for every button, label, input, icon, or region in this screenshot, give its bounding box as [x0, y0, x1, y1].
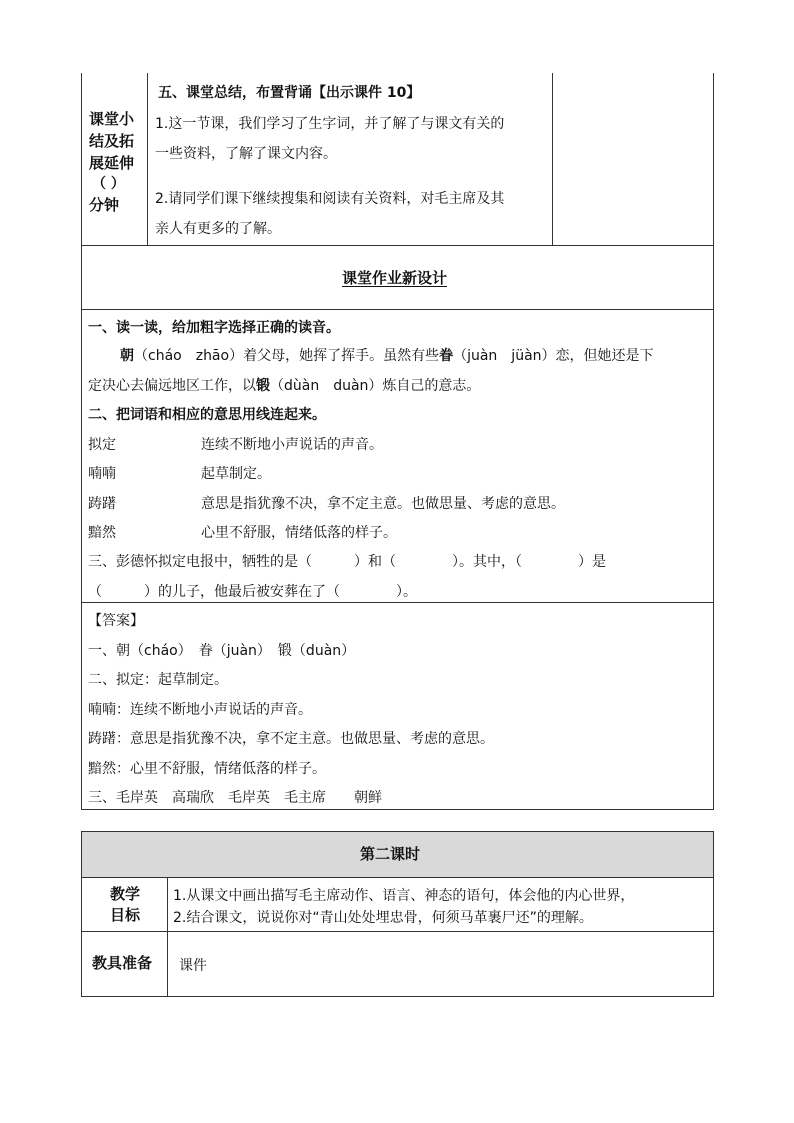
goal-label-line: 目标 [110, 906, 141, 924]
summary-paragraph-line: 2.请同学们课下继续搜集和阅读有关资料，对毛主席及其 [155, 191, 505, 207]
summary-label-line: 结及拓 [89, 132, 135, 150]
goal-line: 2.结合课文，说说你对“青山处处埋忠骨，何须马革裹尸还”的理解。 [173, 910, 593, 926]
question-2-title: 二、把词语和相应的意思用线连起来。 [88, 407, 326, 423]
answer-line: 三、毛岸英 高瑞欣 毛岸英 毛主席 朝鲜 [88, 790, 382, 806]
vocab-meaning: 意思是指犹豫不决，拿不定主意。也做思量、考虑的意思。 [201, 496, 565, 512]
summary-paragraph-line: 亲人有更多的了解。 [155, 221, 281, 237]
goal-label-line: 教学 [110, 885, 141, 903]
summary-paragraph-line: 一些资料，了解了课文内容。 [155, 146, 337, 162]
border [147, 73, 148, 245]
question-text: （cháo zhāo）着父母，她挥了挥手。虽然有些 [134, 348, 440, 364]
border [81, 877, 714, 878]
vocab-meaning: 起草制定。 [201, 466, 271, 482]
border [81, 831, 714, 832]
answer-line: 喃喃：连续不断地小声说话的声音。 [88, 702, 312, 718]
vocab-word: 拟定 [88, 437, 116, 453]
border [81, 931, 714, 932]
question-1-line [120, 347, 654, 365]
second-lesson-header: 第二课时 [360, 845, 421, 863]
border [81, 996, 714, 997]
vocab-word: 喃喃 [88, 466, 116, 482]
vocab-word: 黯然 [88, 525, 116, 541]
answer-line: 二、拟定：起草制定。 [88, 672, 228, 688]
summary-label-line: 分钟 [89, 196, 120, 214]
border [167, 877, 168, 996]
vocab-word: 踌躇 [88, 496, 116, 512]
bold-character: 眷 [439, 348, 454, 364]
border [81, 831, 82, 997]
bold-character: 锻 [256, 378, 270, 394]
border [81, 309, 714, 310]
answer-line: 一、朝（cháo） 眷（juàn） 锻（duàn） [88, 643, 356, 659]
prep-value: 课件 [179, 958, 207, 974]
answer-line: 踌躇：意思是指犹豫不决，拿不定主意。也做思量、考虑的意思。 [88, 731, 494, 747]
answers-title: 【答案】 [88, 613, 144, 629]
question-3-line: （ ）的儿子，他最后被安葬在了（ ）。 [88, 584, 417, 600]
border [713, 831, 714, 997]
answer-line: 黯然：心里不舒服，情绪低落的样子。 [88, 761, 326, 777]
vocab-meaning: 连续不断地小声说话的声音。 [201, 437, 383, 453]
question-1-line [88, 377, 480, 395]
border [713, 73, 714, 810]
border [81, 602, 714, 603]
question-3-line: 三、彭德怀拟定电报中，牺牲的是（ ）和（ ）。其中，（ ）是 [88, 554, 606, 570]
goal-line: 1.从课文中画出描写毛主席动作、语言、神态的语句，体会他的内心世界， [173, 888, 635, 904]
summary-label-line: （ ） [92, 176, 125, 192]
question-1-title: 一、读一读，给加粗字选择正确的读音。 [88, 320, 340, 336]
summary-label-line: 展延伸 [89, 154, 135, 172]
summary-label-line: 课堂小 [89, 110, 135, 128]
homework-title: 课堂作业新设计 [342, 269, 448, 287]
border [552, 73, 553, 245]
summary-paragraph-line: 1.这一节课，我们学习了生字词，并了解了与课文有关的 [155, 116, 505, 132]
border [81, 73, 82, 810]
question-text: 定决心去偏远地区工作，以 [88, 378, 256, 394]
summary-heading: 五、课堂总结，布置背诵【出示课件 10】 [158, 85, 421, 101]
border [81, 245, 714, 246]
prep-label: 教具准备 [92, 954, 153, 972]
bold-character: 朝 [120, 348, 134, 364]
question-text: （dùàn duàn）炼自己的意志。 [270, 378, 481, 394]
border [81, 809, 714, 810]
vocab-meaning: 心里不舒服，情绪低落的样子。 [201, 525, 397, 541]
question-text: （juàn jüàn）恋，但她还是下 [453, 348, 654, 364]
